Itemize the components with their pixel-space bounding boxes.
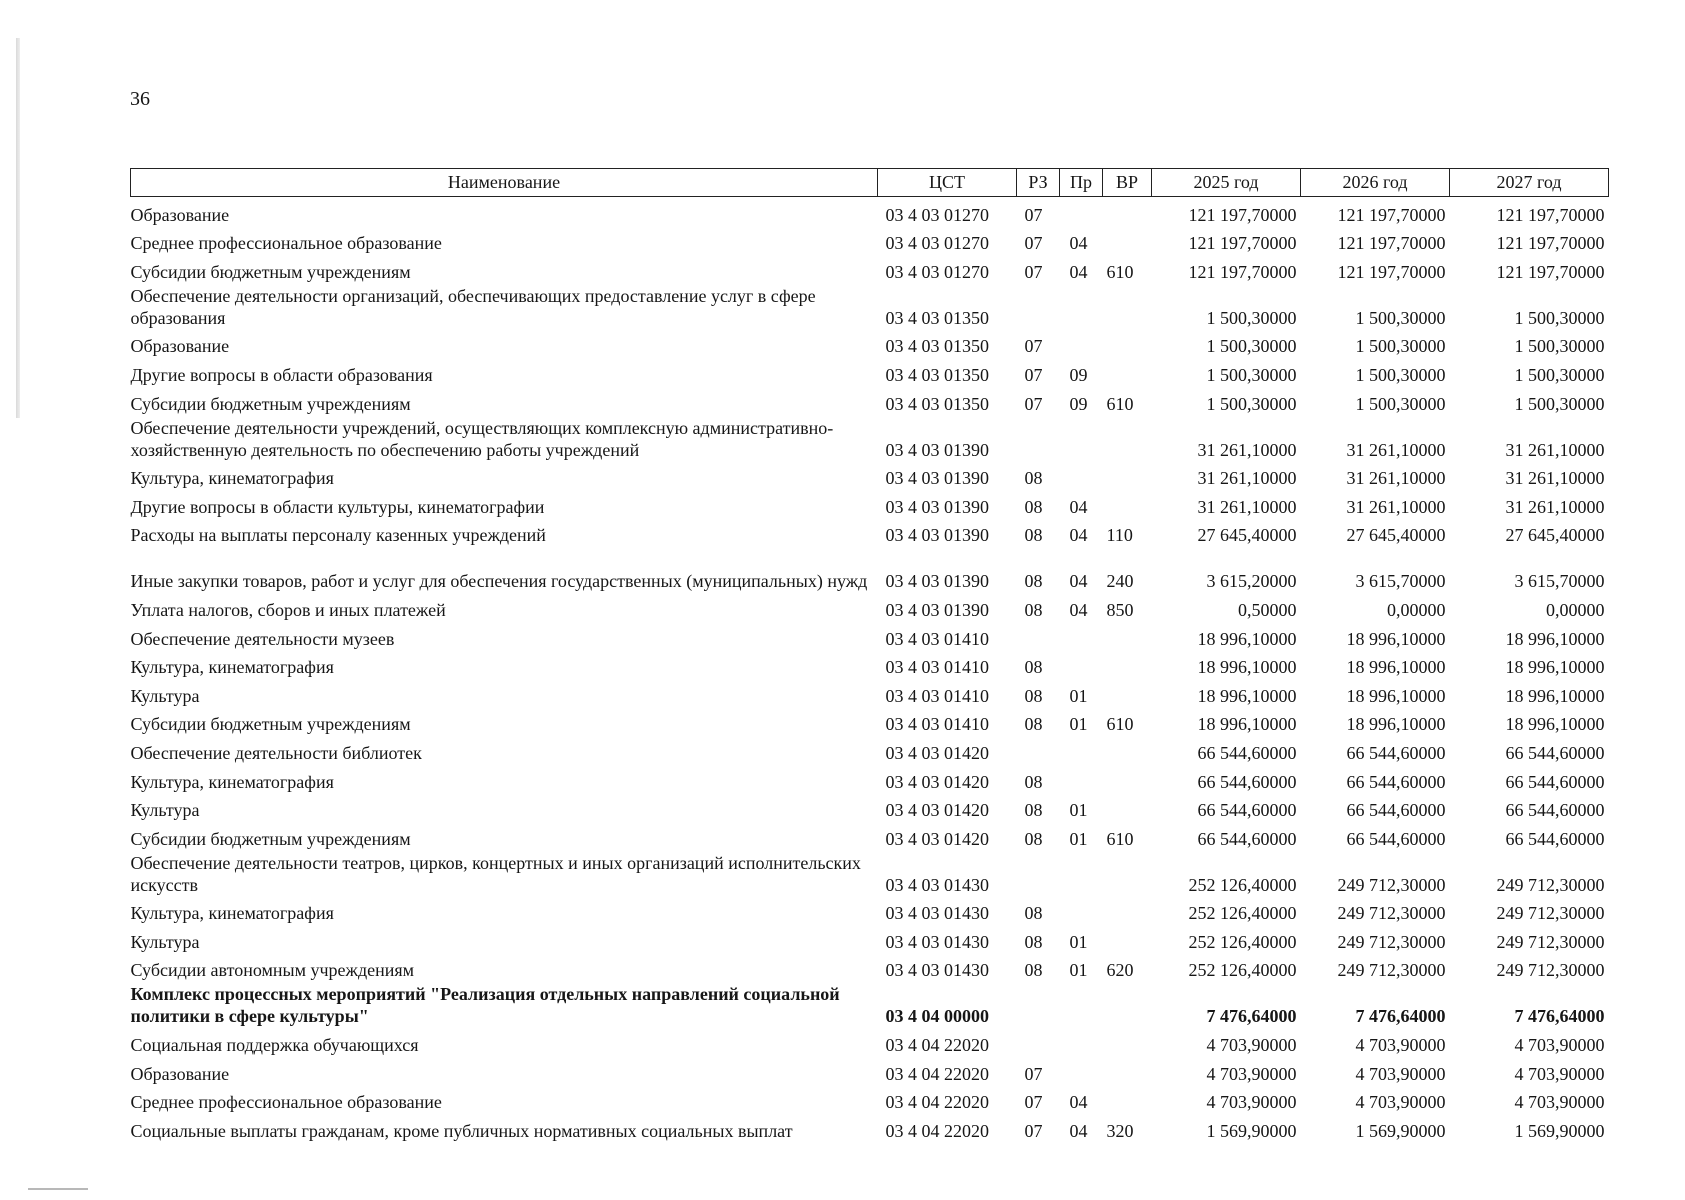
row-rz: 08 [1024, 599, 1043, 620]
row-name: Культура, кинематография [130, 771, 334, 792]
row-2027: 249 712,30000 [1496, 903, 1605, 924]
row-name: Обеспечение деятельности учреждений, осуществляющих комплексную административно-хозяйственную деятельность по обеспечению работы учреждений [130, 417, 834, 460]
row-2027: 7 476,64000 [1514, 1006, 1605, 1027]
row-pr: 04 [1069, 496, 1088, 517]
row-cst: 03 4 03 01350 [885, 336, 989, 357]
row-2026: 18 996,10000 [1346, 628, 1446, 649]
row-vr [1103, 924, 1152, 953]
table-row [131, 357, 1609, 386]
table-row [131, 226, 1609, 255]
row-vr: 610 [1106, 261, 1134, 282]
table-row [131, 197, 1609, 226]
row-2026: 121 197,70000 [1337, 261, 1446, 282]
row-cst: 03 4 03 01430 [885, 903, 989, 924]
row-name: Обеспечение деятельности организаций, обеспечивающих предоставление услуг в сфере образования [130, 285, 816, 328]
row-vr [1103, 678, 1152, 707]
table-row [131, 896, 1609, 925]
row-rz: 07 [1024, 1063, 1043, 1084]
row-name: Обеспечение деятельности театров, цирков, концертных и иных организаций исполнительских искусств [130, 852, 861, 895]
row-2026: 249 712,30000 [1337, 903, 1446, 924]
row-2025: 1 500,30000 [1206, 364, 1297, 385]
row-vr [1103, 764, 1152, 793]
scan-margin-mark [16, 38, 20, 418]
row-rz: 08 [1024, 828, 1043, 849]
row-2027: 66 544,60000 [1505, 800, 1605, 821]
row-2025: 121 197,70000 [1188, 204, 1297, 225]
row-2025: 18 996,10000 [1197, 714, 1297, 735]
row-vr: 240 [1106, 571, 1134, 592]
row-name: Культура [130, 931, 200, 952]
row-pr: 01 [1069, 685, 1088, 706]
row-rz: 07 [1024, 1120, 1043, 1141]
row-name: Субсидии бюджетным учреждениям [130, 828, 411, 849]
row-cst: 03 4 04 22020 [885, 1092, 989, 1113]
row-rz: 07 [1024, 364, 1043, 385]
row-pr [1060, 621, 1103, 650]
row-2026: 249 712,30000 [1337, 874, 1446, 895]
row-rz [1017, 981, 1060, 1027]
row-2027: 1 500,30000 [1514, 393, 1605, 414]
row-cst: 03 4 03 01270 [885, 233, 989, 254]
table-row [131, 707, 1609, 736]
row-2025: 121 197,70000 [1188, 233, 1297, 254]
row-2025: 66 544,60000 [1197, 800, 1297, 821]
row-pr: 09 [1069, 364, 1088, 385]
row-vr [1103, 283, 1152, 329]
table-row [131, 981, 1609, 1027]
row-2026: 27 645,40000 [1346, 525, 1446, 546]
row-rz: 07 [1024, 204, 1043, 225]
row-pr: 09 [1069, 393, 1088, 414]
row-pr: 04 [1069, 1092, 1088, 1113]
row-vr [1103, 1085, 1152, 1114]
row-pr [1060, 283, 1103, 329]
row-vr [1103, 621, 1152, 650]
row-cst: 03 4 04 22020 [885, 1063, 989, 1084]
row-2026: 18 996,10000 [1346, 657, 1446, 678]
table-row [131, 650, 1609, 679]
row-cst: 03 4 03 01390 [885, 571, 989, 592]
row-cst: 03 4 03 01420 [885, 771, 989, 792]
header-cst: ЦСТ [878, 169, 1017, 197]
row-2026: 31 261,10000 [1346, 468, 1446, 489]
row-name: Субсидии бюджетным учреждениям [130, 714, 411, 735]
row-pr [1060, 896, 1103, 925]
row-cst: 03 4 03 01410 [885, 685, 989, 706]
row-2026: 31 261,10000 [1346, 496, 1446, 517]
row-pr [1060, 650, 1103, 679]
row-cst: 03 4 03 01390 [885, 468, 989, 489]
row-rz: 08 [1024, 903, 1043, 924]
row-name: Обеспечение деятельности музеев [130, 628, 395, 649]
page-number: 36 [130, 88, 150, 110]
budget-table [130, 168, 1609, 1142]
row-2025: 66 544,60000 [1197, 828, 1297, 849]
row-rz [1017, 850, 1060, 896]
row-pr [1060, 461, 1103, 490]
row-2026: 4 703,90000 [1355, 1063, 1446, 1084]
row-rz: 08 [1024, 571, 1043, 592]
row-cst: 03 4 04 22020 [885, 1035, 989, 1056]
table-row [131, 735, 1609, 764]
row-2026: 1 500,30000 [1355, 393, 1446, 414]
table-row [131, 592, 1609, 621]
row-2027: 4 703,90000 [1514, 1063, 1605, 1084]
table-row [131, 1027, 1609, 1056]
row-name: Культура, кинематография [130, 903, 334, 924]
table-row [131, 924, 1609, 953]
row-rz: 08 [1024, 496, 1043, 517]
row-2026: 66 544,60000 [1346, 771, 1446, 792]
row-vr: 610 [1106, 714, 1134, 735]
row-2025: 66 544,60000 [1197, 742, 1297, 763]
row-rz: 07 [1024, 1092, 1043, 1113]
row-cst: 03 4 03 01410 [885, 657, 989, 678]
row-2025: 7 476,64000 [1206, 1006, 1297, 1027]
row-2026: 18 996,10000 [1346, 685, 1446, 706]
row-vr: 620 [1106, 960, 1134, 981]
table-row [131, 415, 1609, 461]
header-vr: ВР [1103, 169, 1152, 197]
row-cst: 03 4 03 01430 [885, 931, 989, 952]
row-rz: 08 [1024, 657, 1043, 678]
row-2027: 249 712,30000 [1496, 960, 1605, 981]
row-pr: 04 [1069, 599, 1088, 620]
table-row [131, 1085, 1609, 1114]
row-2026: 66 544,60000 [1346, 828, 1446, 849]
row-2025: 121 197,70000 [1188, 261, 1297, 282]
row-2026: 1 500,30000 [1355, 307, 1446, 328]
row-2025: 1 569,90000 [1206, 1120, 1297, 1141]
row-rz [1017, 283, 1060, 329]
row-2025: 18 996,10000 [1197, 657, 1297, 678]
header-2027: 2027 год [1450, 169, 1609, 197]
row-name: Субсидии бюджетным учреждениям [130, 393, 411, 414]
row-rz: 08 [1024, 931, 1043, 952]
row-2027: 249 712,30000 [1496, 874, 1605, 895]
row-vr [1103, 896, 1152, 925]
row-name: Социальная поддержка обучающихся [130, 1035, 419, 1056]
row-vr: 320 [1106, 1120, 1134, 1141]
row-pr [1060, 197, 1103, 226]
row-name: Среднее профессиональное образование [130, 233, 442, 254]
table-row [131, 953, 1609, 982]
row-pr [1060, 329, 1103, 358]
row-2025: 252 126,40000 [1188, 903, 1297, 924]
row-2025: 27 645,40000 [1197, 525, 1297, 546]
row-cst: 03 4 04 00000 [885, 1006, 989, 1027]
row-pr: 01 [1069, 714, 1088, 735]
row-name: Среднее профессиональное образование [130, 1092, 442, 1113]
row-2027: 1 500,30000 [1514, 336, 1605, 357]
row-pr [1060, 415, 1103, 461]
row-rz: 08 [1024, 800, 1043, 821]
row-2026: 121 197,70000 [1337, 233, 1446, 254]
row-2025: 31 261,10000 [1197, 468, 1297, 489]
row-rz: 08 [1024, 714, 1043, 735]
table-row [131, 821, 1609, 850]
row-2027: 3 615,70000 [1514, 571, 1605, 592]
row-vr: 610 [1106, 393, 1134, 414]
table-row [131, 283, 1609, 329]
row-2027: 249 712,30000 [1496, 931, 1605, 952]
row-vr [1103, 226, 1152, 255]
row-rz: 08 [1024, 960, 1043, 981]
row-rz: 08 [1024, 525, 1043, 546]
table-row [131, 489, 1609, 518]
row-2025: 1 500,30000 [1206, 393, 1297, 414]
row-2026: 18 996,10000 [1346, 714, 1446, 735]
row-2027: 66 544,60000 [1505, 828, 1605, 849]
row-pr: 01 [1069, 800, 1088, 821]
table-row [131, 621, 1609, 650]
row-2026: 0,00000 [1387, 599, 1446, 620]
table-row [131, 1056, 1609, 1085]
row-cst: 03 4 03 01350 [885, 393, 989, 414]
row-2027: 121 197,70000 [1496, 261, 1605, 282]
row-cst: 03 4 04 22020 [885, 1120, 989, 1141]
row-vr [1103, 793, 1152, 822]
row-name: Обеспечение деятельности библиотек [130, 742, 422, 763]
row-2026: 66 544,60000 [1346, 800, 1446, 821]
row-2026: 4 703,90000 [1355, 1092, 1446, 1113]
row-2027: 18 996,10000 [1505, 714, 1605, 735]
row-name: Культура [130, 800, 200, 821]
row-2025: 1 500,30000 [1206, 307, 1297, 328]
row-2026: 249 712,30000 [1337, 931, 1446, 952]
row-2027: 31 261,10000 [1505, 496, 1605, 517]
row-cst: 03 4 03 01390 [885, 525, 989, 546]
header-pr: Пр [1060, 169, 1103, 197]
row-2025: 252 126,40000 [1188, 960, 1297, 981]
row-2027: 4 703,90000 [1514, 1092, 1605, 1113]
table-row [131, 1113, 1609, 1142]
row-cst: 03 4 03 01430 [885, 960, 989, 981]
row-2025: 31 261,10000 [1197, 496, 1297, 517]
header-rz: РЗ [1017, 169, 1060, 197]
row-2027: 66 544,60000 [1505, 742, 1605, 763]
row-2027: 121 197,70000 [1496, 233, 1605, 254]
row-2027: 18 996,10000 [1505, 628, 1605, 649]
row-2025: 18 996,10000 [1197, 685, 1297, 706]
row-2026: 4 703,90000 [1355, 1035, 1446, 1056]
row-2027: 18 996,10000 [1505, 657, 1605, 678]
table-row [131, 546, 1609, 592]
table-row [131, 850, 1609, 896]
row-cst: 03 4 03 01390 [885, 599, 989, 620]
row-pr: 01 [1069, 828, 1088, 849]
table-row [131, 461, 1609, 490]
table-row [131, 386, 1609, 415]
row-2025: 4 703,90000 [1206, 1092, 1297, 1113]
row-rz: 07 [1024, 261, 1043, 282]
row-name: Другие вопросы в области образования [130, 364, 433, 385]
row-vr [1103, 415, 1152, 461]
row-name: Социальные выплаты гражданам, кроме публичных нормативных социальных выплат [130, 1120, 793, 1141]
row-pr: 04 [1069, 1120, 1088, 1141]
row-pr: 01 [1069, 931, 1088, 952]
row-cst: 03 4 03 01410 [885, 714, 989, 735]
table-body [131, 197, 1609, 1142]
row-name: Культура, кинематография [130, 657, 334, 678]
row-vr: 850 [1106, 599, 1134, 620]
row-rz [1017, 621, 1060, 650]
row-2025: 18 996,10000 [1197, 628, 1297, 649]
row-2026: 3 615,70000 [1355, 571, 1446, 592]
row-vr: 610 [1106, 828, 1134, 849]
row-2026: 31 261,10000 [1346, 439, 1446, 460]
row-pr [1060, 1027, 1103, 1056]
row-vr [1103, 650, 1152, 679]
row-rz [1017, 1027, 1060, 1056]
header-name: Наименование [131, 169, 878, 197]
header-2025: 2025 год [1152, 169, 1301, 197]
row-name: Образование [130, 336, 230, 357]
row-2025: 1 500,30000 [1206, 336, 1297, 357]
row-rz: 08 [1024, 771, 1043, 792]
row-2025: 252 126,40000 [1188, 931, 1297, 952]
row-2026: 1 569,90000 [1355, 1120, 1446, 1141]
row-rz: 07 [1024, 393, 1043, 414]
scan-footer-mark [28, 1188, 88, 1190]
row-2026: 7 476,64000 [1355, 1006, 1446, 1027]
row-vr [1103, 981, 1152, 1027]
row-name: Иные закупки товаров, работ и услуг для обеспечения государственных (муниципальных) нужд [130, 571, 868, 592]
row-2025: 0,50000 [1238, 599, 1297, 620]
table-row [131, 764, 1609, 793]
row-pr: 04 [1069, 261, 1088, 282]
table-header-row [131, 169, 1609, 197]
row-cst: 03 4 03 01410 [885, 628, 989, 649]
row-cst: 03 4 03 01270 [885, 261, 989, 282]
row-2027: 1 569,90000 [1514, 1120, 1605, 1141]
row-cst: 03 4 03 01420 [885, 800, 989, 821]
row-pr [1060, 1056, 1103, 1085]
row-2027: 18 996,10000 [1505, 685, 1605, 706]
row-rz: 08 [1024, 468, 1043, 489]
row-vr: 110 [1106, 525, 1133, 546]
row-vr [1103, 197, 1152, 226]
row-pr [1060, 764, 1103, 793]
row-2027: 1 500,30000 [1514, 307, 1605, 328]
table-row [131, 793, 1609, 822]
table-row [131, 329, 1609, 358]
row-pr [1060, 850, 1103, 896]
row-2026: 249 712,30000 [1337, 960, 1446, 981]
header-2026: 2026 год [1301, 169, 1450, 197]
row-pr: 01 [1069, 960, 1088, 981]
row-2025: 3 615,20000 [1206, 571, 1297, 592]
row-vr [1103, 357, 1152, 386]
row-2027: 121 197,70000 [1496, 204, 1605, 225]
row-rz [1017, 735, 1060, 764]
row-2027: 31 261,10000 [1505, 468, 1605, 489]
row-pr: 04 [1069, 525, 1088, 546]
row-2027: 4 703,90000 [1514, 1035, 1605, 1056]
row-2025: 31 261,10000 [1197, 439, 1297, 460]
row-2027: 31 261,10000 [1505, 439, 1605, 460]
row-2026: 1 500,30000 [1355, 364, 1446, 385]
row-cst: 03 4 03 01420 [885, 828, 989, 849]
row-name: Образование [130, 1063, 230, 1084]
row-vr [1103, 461, 1152, 490]
row-pr: 04 [1069, 571, 1088, 592]
row-vr [1103, 329, 1152, 358]
row-name: Субсидии бюджетным учреждениям [130, 261, 411, 282]
row-2027: 66 544,60000 [1505, 771, 1605, 792]
row-cst: 03 4 03 01350 [885, 364, 989, 385]
row-2026: 121 197,70000 [1337, 204, 1446, 225]
row-pr [1060, 735, 1103, 764]
row-rz [1017, 415, 1060, 461]
row-name: Культура, кинематография [130, 468, 334, 489]
row-name: Уплата налогов, сборов и иных платежей [130, 599, 446, 620]
row-2025: 4 703,90000 [1206, 1035, 1297, 1056]
row-cst: 03 4 03 01430 [885, 874, 989, 895]
row-cst: 03 4 03 01270 [885, 204, 989, 225]
row-cst: 03 4 03 01420 [885, 742, 989, 763]
row-2025: 66 544,60000 [1197, 771, 1297, 792]
row-vr [1103, 850, 1152, 896]
row-2025: 4 703,90000 [1206, 1063, 1297, 1084]
row-pr: 04 [1069, 233, 1088, 254]
row-name: Расходы на выплаты персоналу казенных учреждений [130, 525, 546, 546]
row-2027: 0,00000 [1546, 599, 1605, 620]
row-name: Комплекс процессных мероприятий "Реализация отдельных направлений социальной политики в сфере культуры" [130, 984, 840, 1027]
row-2027: 27 645,40000 [1505, 525, 1605, 546]
row-vr [1103, 1027, 1152, 1056]
row-rz: 08 [1024, 685, 1043, 706]
table-row [131, 678, 1609, 707]
row-name: Образование [130, 204, 230, 225]
table-row [131, 518, 1609, 547]
row-vr [1103, 489, 1152, 518]
row-cst: 03 4 03 01390 [885, 496, 989, 517]
row-2027: 1 500,30000 [1514, 364, 1605, 385]
row-name: Субсидии автономным учреждениям [130, 960, 415, 981]
row-2025: 252 126,40000 [1188, 874, 1297, 895]
row-cst: 03 4 03 01350 [885, 307, 989, 328]
row-name: Другие вопросы в области культуры, кинематографии [130, 496, 545, 517]
row-rz: 07 [1024, 336, 1043, 357]
row-cst: 03 4 03 01390 [885, 439, 989, 460]
row-rz: 07 [1024, 233, 1043, 254]
row-2026: 1 500,30000 [1355, 336, 1446, 357]
budget-table-container [130, 168, 1608, 1142]
row-vr [1103, 1056, 1152, 1085]
row-pr [1060, 981, 1103, 1027]
row-name: Культура [130, 685, 200, 706]
row-2026: 66 544,60000 [1346, 742, 1446, 763]
row-vr [1103, 735, 1152, 764]
table-row [131, 254, 1609, 283]
